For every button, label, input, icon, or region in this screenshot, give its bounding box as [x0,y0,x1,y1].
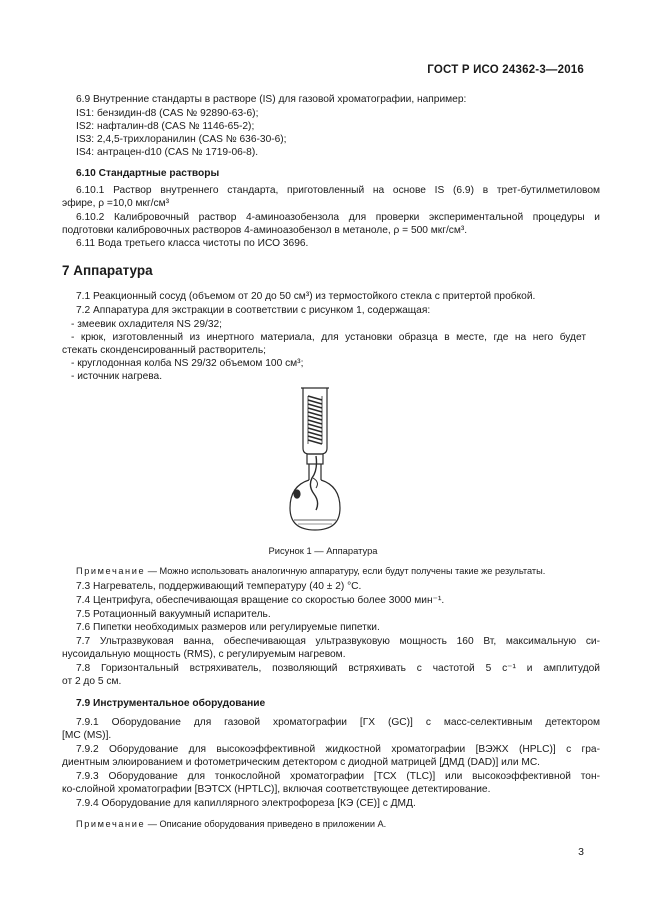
paragraph-7-2: 7.2 Аппаратура для экстракции в соответствии с рисунком 1, содержащая: [76,305,431,316]
list-item: - змеевик охладителя NS 29/32; [71,319,222,330]
apparatus-figure [280,382,370,532]
section-7-9-heading: 7.9 Инструментальное оборудование [76,698,266,709]
internal-standard-item: IS1: бензидин-d8 (CAS № 92890-63-6); [76,108,259,119]
list-item-continuation: стекать сконденсированный растворитель; [62,345,266,356]
paragraph-7-9-1-line1: 7.9.1 Оборудование для газовой хроматографии [ГХ (GC)] с масс-селективным детектором [76,717,600,728]
list-item: - источник нагрева. [71,371,163,382]
paragraph-7-9-4: 7.9.4 Оборудование для капиллярного электрофореза [КЭ (СЕ)] с ДМД. [76,798,416,809]
paragraph-6-10-1-line1: 6.10.1 Раствор внутреннего стандарта, приготовленный на основе IS (6.9) в трет-бутилметиловом [76,185,600,196]
internal-standard-item: IS3: 2,4,5-трихлоранилин (CAS № 636-30-6); [76,134,287,145]
internal-standard-item: IS2: нафталин-d8 (CAS № 1146-65-2); [76,121,255,132]
note-2 [62,818,600,831]
paragraph-7-9-2-line2: диентным элюированием и фотометрическим детектором с диодной матрицей [ДМД (DAD)] или МС. [62,757,541,768]
paragraph-7-8-line2: от 2 до 5 см. [62,676,122,687]
paragraph-6-11: 6.11 Вода третьего класса чистоты по ИСО 3696. [76,238,309,249]
internal-standard-item: IS4: антрацен-d10 (CAS № 1719-06-8). [76,147,259,158]
note-label: Примечание [76,566,146,576]
paragraph-7-9-1-line2: [МС (MS)]. [62,730,112,741]
paragraph-6-10-1-line2: эфире, ρ =10,0 мкг/см³ [62,198,169,209]
note-text: — Описание оборудования приведено в приложении А. [145,819,387,829]
paragraph-7-8-line1: 7.8 Горизонтальный встряхиватель, позволяющий встряхивать с частотой 5 с⁻¹ и амплитудой [76,663,600,674]
paragraph-7-6: 7.6 Пипетки необходимых размеров или регулируемые пипетки. [76,622,380,633]
page-number: 3 [578,846,584,858]
paragraph-7-4: 7.4 Центрифуга, обеспечивающая вращение со скоростью более 3000 мин⁻¹. [76,595,445,606]
paragraph-7-3: 7.3 Нагреватель, поддерживающий температуру (40 ± 2) °С. [76,581,362,592]
paragraph-7-9-3-line1: 7.9.3 Оборудование для тонкослойной хроматографии [ТСХ (TLC)] или высокоэффективной тон- [76,771,600,782]
note-text: — Можно использовать аналогичную аппаратуру, если будут получены такие же результаты. [145,566,546,576]
section-6-9-intro: 6.9 Внутренние стандарты в растворе (IS) для газовой хроматографии, например: [76,94,467,105]
paragraph-7-7-line1: 7.7 Ультразвуковая ванна, обеспечивающая ультразвуковую мощность 160 Вт, максимальную си- [76,636,600,647]
paragraph-7-9-3-line2: ко-слойной хроматографии [ВЭТСХ (HPTLC)], включая соответствующее детектирование. [62,784,491,795]
paragraph-6-10-2-line2: подготовки калибровочных растворов 4-аминоазобензол в метаноле, ρ = 500 мкг/см³. [62,225,468,236]
document-header: ГОСТ Р ИСО 24362-3—2016 [427,64,584,76]
section-7-heading: 7 Аппаратура [62,263,153,278]
figure-caption: Рисунок 1 — Аппаратура [268,545,378,556]
paragraph-7-9-2-line1: 7.9.2 Оборудование для высокоэффективной жидкостной хроматографии [ВЭЖХ (HPLC)] с гра- [76,744,600,755]
paragraph-6-10-2-line1: 6.10.2 Калибровочный раствор 4-аминоазобензола для проверки экспериментальной процедуры и [76,212,600,223]
note-label: Примечание [76,819,146,829]
paragraph-7-5: 7.5 Ротационный вакуумный испаритель. [76,609,271,620]
list-item: - круглодонная колба NS 29/32 объемом 100 см³; [71,358,304,369]
paragraph-7-7-line2: нусоидальную мощность (RMS), с регулируемым нагревом. [62,649,346,660]
note-1 [62,565,600,578]
paragraph-7-1: 7.1 Реакционный сосуд (объемом от 20 до 50 см³) из термостойкого стекла с притертой пробкой. [76,291,536,302]
list-item: - крюк, изготовленный из инертного материала, для установки образца в месте, где на него будет [71,332,586,343]
section-6-10-heading: 6.10 Стандартные растворы [76,168,220,179]
